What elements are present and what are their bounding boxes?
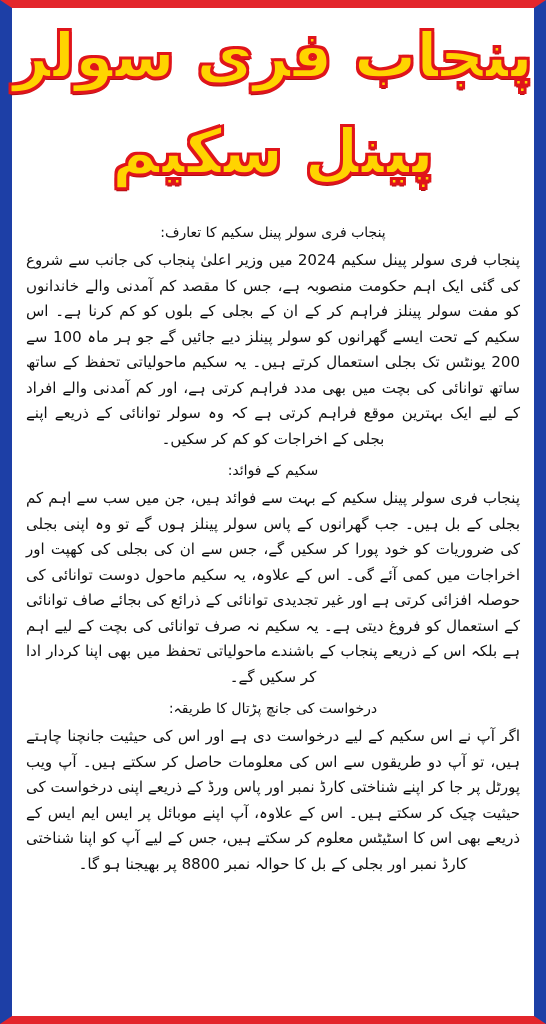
title-line-1: پنجاب فری سولر — [13, 19, 533, 92]
section-application-check — [26, 698, 520, 877]
title-banner — [12, 8, 534, 220]
section-paragraph: اگر آپ نے اس سکیم کے لیے درخواست دی ہے اور اس کی حیثیت جانچنا چاہتے ہیں، تو آپ دو طریقوں سے اس کی معلومات حاصل کر سکتے ہیں۔ آپ ویب پورٹل پر جا کر اپنے شناختی کارڈ نمبر اور پاس ورڈ کے ذریعے اپنی درخواست کی حیثیت چیک کر سکتے ہیں۔ اس کے علاوہ، آپ اپنے موبائل پر ایس ایم ایس کے ذریعے بھی اس کا اسٹیٹس معلوم کر سکتے ہیں، جس کے لیے آپ کو اپنا شناختی کارڈ نمبر اور بجلی کے بل کا حوالہ نمبر 8800 پر بھیجنا ہو گا۔ — [26, 727, 520, 873]
section-paragraph: پنجاب فری سولر پینل سکیم کے بہت سے فوائد ہیں، جن میں سب سے اہم کم بجلی کے بل ہیں۔ جب گھرانوں کے پاس سولر پینلز ہوں گے تو وہ اپنی بجلی کی ضروریات کو خود پورا کر سکیں گے، جس سے ان کی بجلی کی کھپت اور اخراجات میں کمی آئے گی۔ اس کے علاوہ، یہ سکیم ماحول دوست توانائی کی حوصلہ افزائی کرتی ہے اور غیر تجدیدی توانائی کے ذرائع کی بجائے صاف توانائی کے استعمال کو فروغ دیتی ہے۔ یہ سکیم نہ صرف توانائی کی بچت کے لیے اہم ہے بلکہ اس کے ذریعے پنجاب کے باشندے ماحولیاتی تحفظ میں بھی اپنا کردار ادا کر سکیں گے۔ — [26, 489, 520, 686]
section-paragraph: پنجاب فری سولر پینل سکیم 2024 میں وزیر اعلیٰ پنجاب کی جانب سے شروع کی گئی ایک اہم حکومت منصوبہ ہے، جس کا مقصد کم آمدنی والے خاندانوں کو مفت سولر پینلز فراہم کر کے ان کے بجلی کے بلوں کو کم کرنا ہے۔ اس سکیم کے تحت ایسے گھرانوں کو سولر پینلز دیے جائیں گے جو ہر ماہ 100 سے 200 یونٹس تک بجلی استعمال کرتے ہیں۔ یہ سکیم ماحولیاتی تحفظ کے ساتھ ساتھ توانائی کی بچت میں بھی مدد فراہم کرتی ہے، اور کم آمدنی والے افراد کے لیے ایک بہترین موقع فراہم کرتی ہے کہ وہ سولر توانائی کے ذریعے اپنے بجلی کے اخراجات کو کم کر سکیں۔ — [26, 251, 521, 448]
title-line-2: پینل سکیم — [112, 115, 434, 188]
section-introduction — [26, 222, 520, 452]
section-heading: سکیم کے فوائد: — [227, 463, 319, 479]
section-benefits — [26, 460, 520, 690]
section-heading: پنجاب فری سولر پینل سکیم کا تعارف: — [160, 225, 386, 241]
article-body — [26, 222, 520, 1010]
section-heading: درخواست کی جانچ پڑتال کا طریقہ: — [168, 701, 378, 717]
